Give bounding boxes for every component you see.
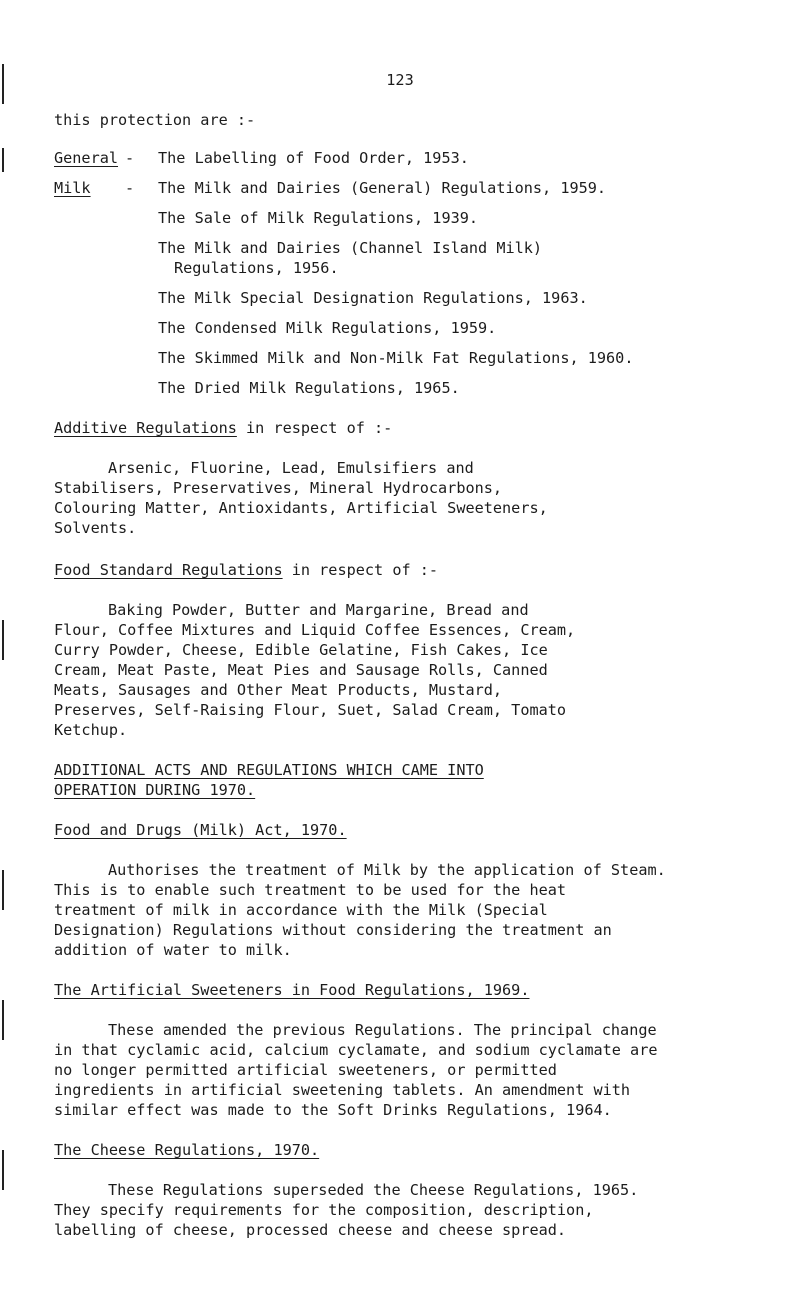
body-line: addition of water to milk.	[54, 941, 292, 959]
body-line: Meats, Sausages and Other Meat Products, Mustard,	[54, 681, 503, 699]
body-line: Preserves, Self-Raising Flour, Suet, Salad Cream, Tomato	[54, 701, 567, 719]
regulation-item: The Milk and Dairies (Channel Island Milk)	[158, 239, 543, 257]
body-line: Solvents.	[54, 519, 137, 537]
regulation-item-continued: Regulations, 1956.	[174, 259, 339, 277]
regulation-item: The Condensed Milk Regulations, 1959.	[158, 319, 497, 337]
heading-suffix: in respect of :-	[282, 561, 439, 579]
body-line: no longer permitted artificial sweeteners, or permitted	[54, 1061, 557, 1079]
body-line: Baking Powder, Butter and Margarine, Bread and	[108, 601, 529, 619]
body-line: These amended the previous Regulations. The principal change	[108, 1021, 657, 1039]
body-line: These Regulations superseded the Cheese Regulations, 1965.	[108, 1181, 639, 1199]
body-line: Arsenic, Fluorine, Lead, Emulsifiers and	[108, 459, 474, 477]
body-line: Curry Powder, Cheese, Edible Gelatine, Fish Cakes, Ice	[54, 641, 548, 659]
binding-mark	[2, 1150, 4, 1190]
regulation-item: The Milk Special Designation Regulations, 1963.	[158, 289, 588, 307]
regulation-item: The Milk and Dairies (General) Regulations, 1959.	[158, 179, 607, 197]
section-heading-additional: ADDITIONAL ACTS AND REGULATIONS WHICH CAME INTO	[54, 761, 484, 779]
regulation-item: The Sale of Milk Regulations, 1939.	[158, 209, 479, 227]
section-heading-additive	[54, 418, 392, 439]
body-line: Colouring Matter, Antioxidants, Artificial Sweeteners,	[54, 499, 548, 517]
body-line: Stabilisers, Preservatives, Mineral Hydrocarbons,	[54, 479, 503, 497]
body-line: ingredients in artificial sweetening tablets. An amendment with	[54, 1081, 631, 1099]
regulation-item: The Dried Milk Regulations, 1965.	[158, 379, 460, 397]
heading-underlined: Additive Regulations	[54, 419, 237, 437]
category-dash: -	[125, 149, 135, 167]
binding-mark	[2, 148, 4, 172]
body-line: similar effect was made to the Soft Drinks Regulations, 1964.	[54, 1101, 612, 1119]
binding-mark	[2, 620, 4, 660]
section-heading-food-standard	[54, 560, 438, 581]
binding-mark	[2, 1000, 4, 1040]
body-line: They specify requirements for the composition, description,	[54, 1201, 594, 1219]
body-line: Flour, Coffee Mixtures and Liquid Coffee Essences, Cream,	[54, 621, 576, 639]
body-line: labelling of cheese, processed cheese and cheese spread.	[54, 1221, 567, 1239]
category-label: General	[54, 149, 119, 167]
body-line: treatment of milk in accordance with the Milk (Special	[54, 901, 548, 919]
heading-underlined: Food Standard Regulations	[54, 561, 283, 579]
regulation-item: The Labelling of Food Order, 1953.	[158, 149, 469, 167]
body-line: This is to enable such treatment to be used for the heat	[54, 881, 567, 899]
category-label: Milk	[54, 179, 91, 197]
heading-suffix: in respect of :-	[236, 419, 393, 437]
category-dash: -	[125, 179, 135, 197]
body-line: Cream, Meat Paste, Meat Pies and Sausage Rolls, Canned	[54, 661, 548, 679]
page-number: 123	[386, 71, 414, 89]
subsection-heading-cheese: The Cheese Regulations, 1970.	[54, 1141, 320, 1159]
body-line: Designation) Regulations without considering the treatment an	[54, 921, 612, 939]
subsection-heading-food-drugs: Food and Drugs (Milk) Act, 1970.	[54, 821, 347, 839]
section-heading-additional-line2: OPERATION DURING 1970.	[54, 781, 256, 799]
binding-mark	[2, 870, 4, 910]
regulation-item: The Skimmed Milk and Non-Milk Fat Regulations, 1960.	[158, 349, 634, 367]
body-line: Authorises the treatment of Milk by the application of Steam.	[108, 861, 666, 879]
intro-text: this protection are :-	[54, 111, 256, 129]
body-line: in that cyclamic acid, calcium cyclamate, and sodium cyclamate are	[54, 1041, 658, 1059]
subsection-heading-sweeteners: The Artificial Sweeteners in Food Regulations, 1969.	[54, 981, 530, 999]
body-line: Ketchup.	[54, 721, 128, 739]
